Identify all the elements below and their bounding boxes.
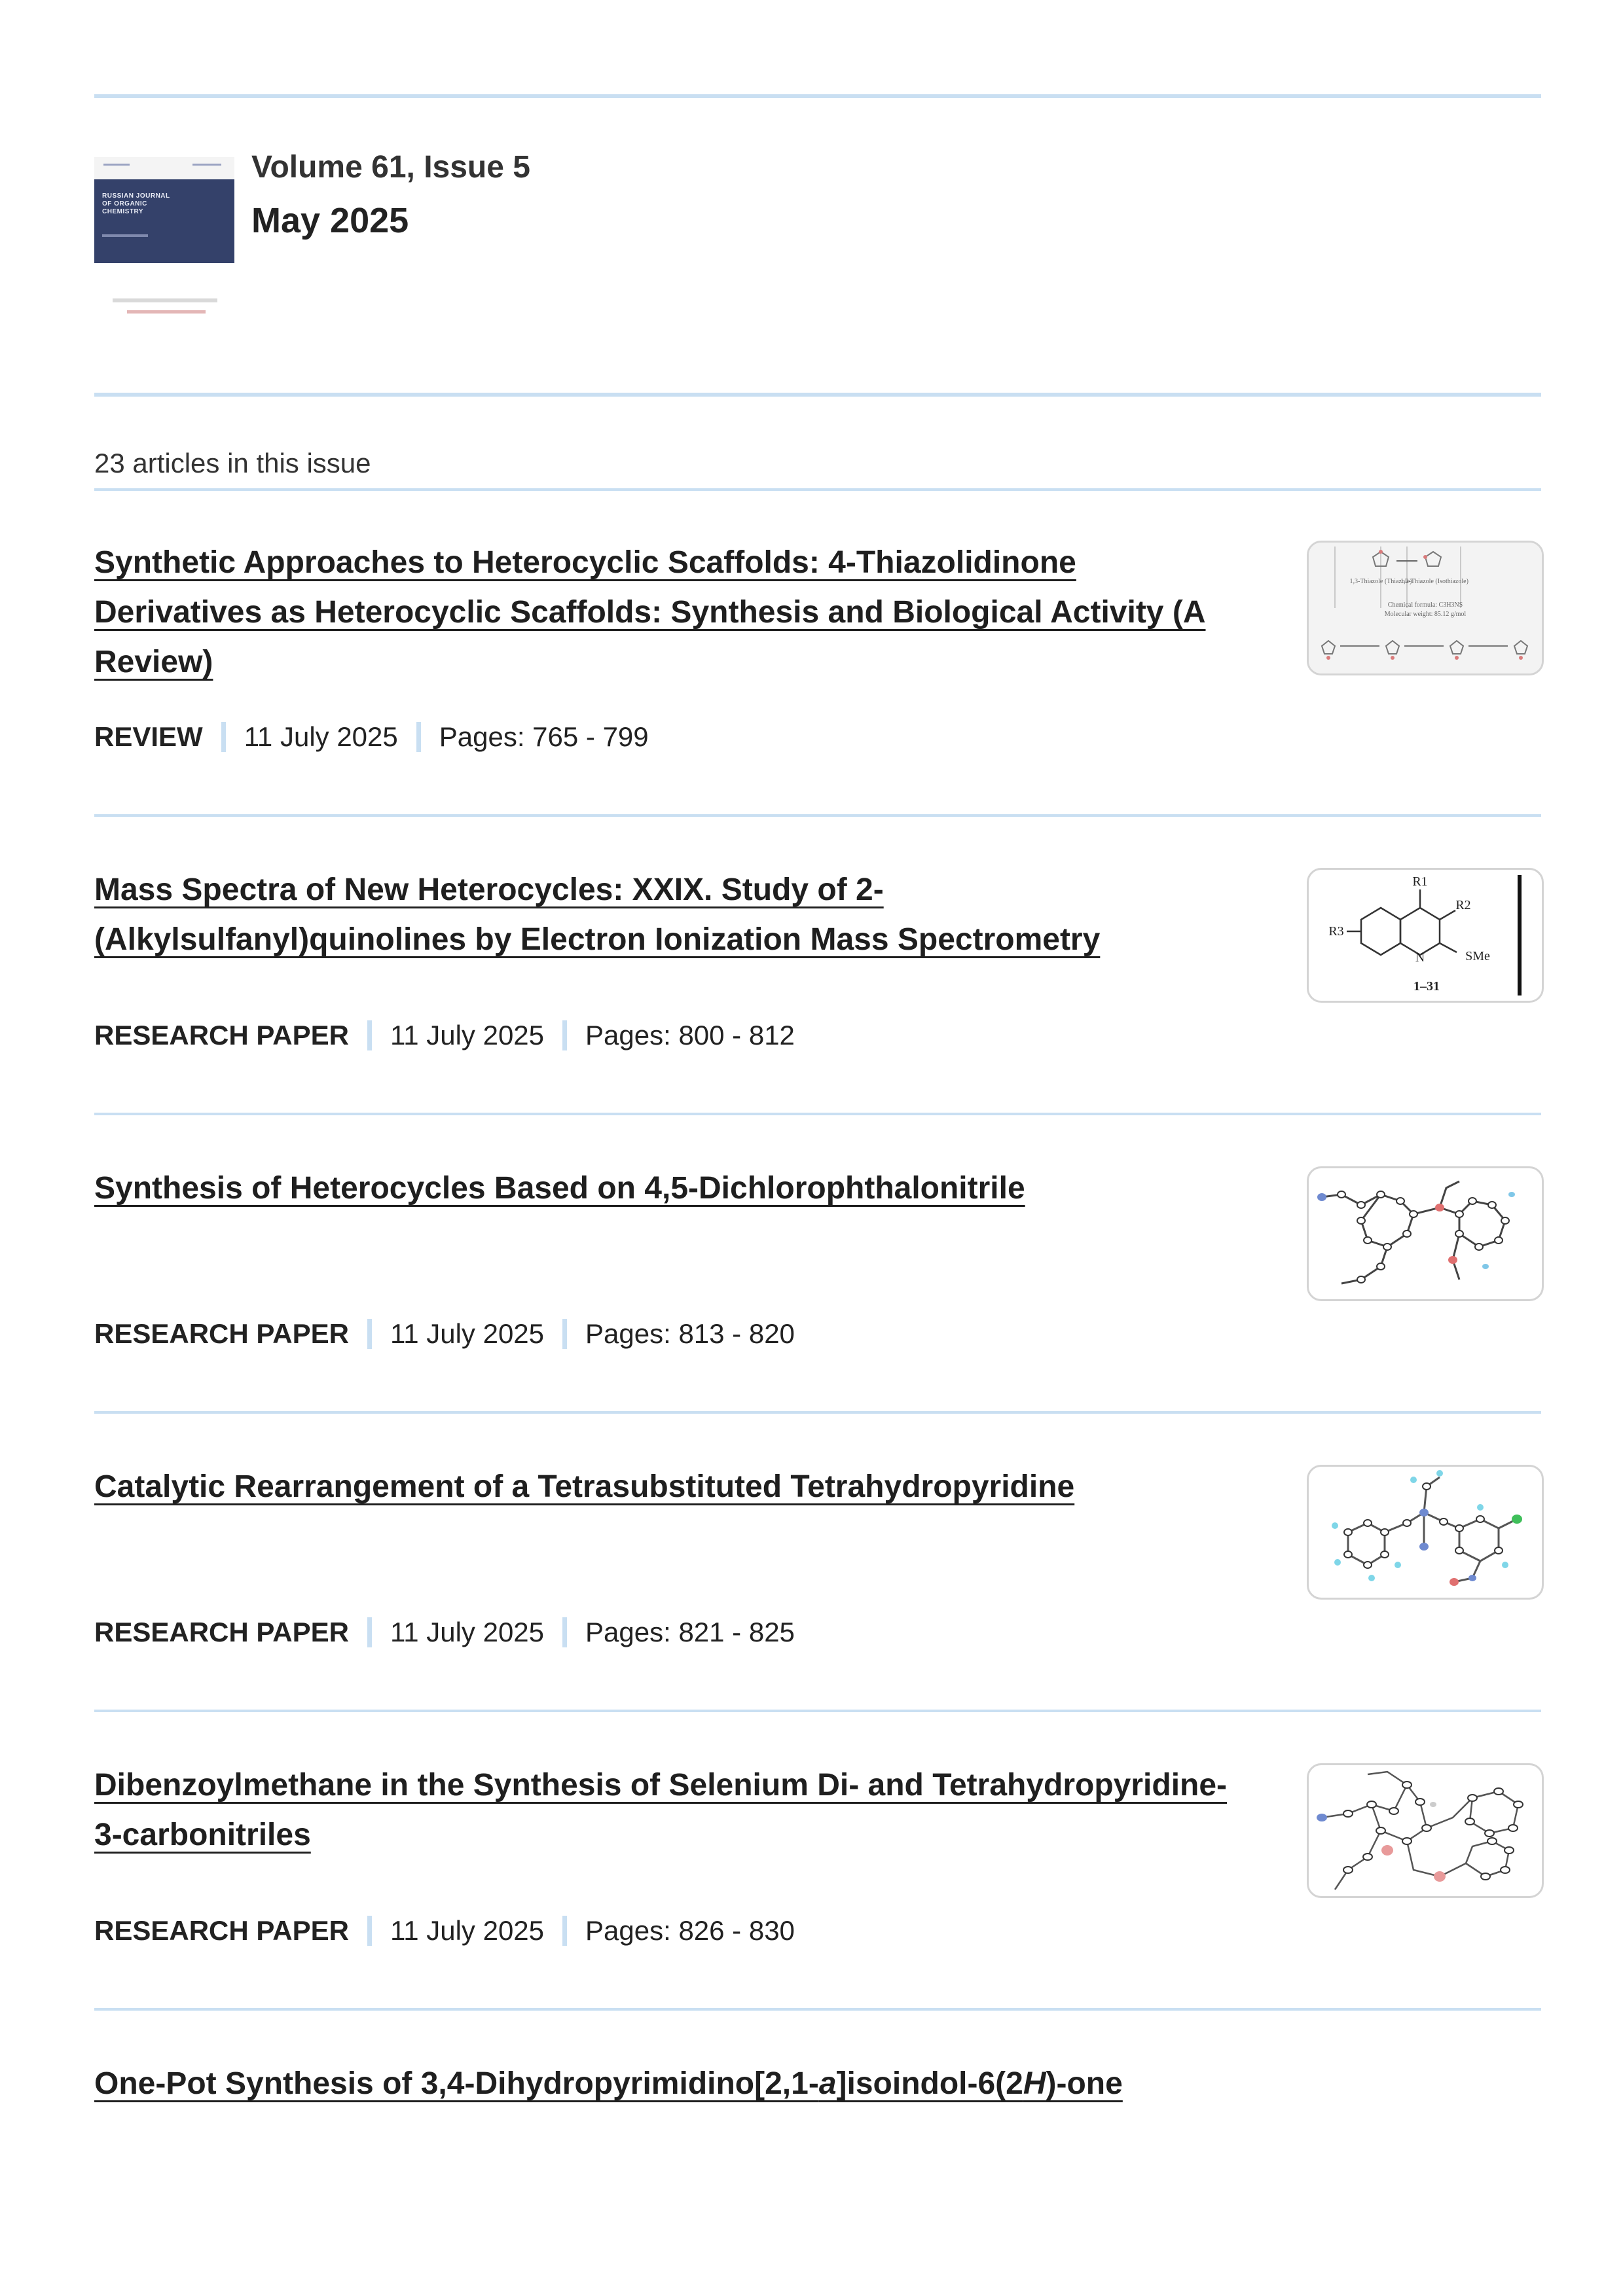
article-type: REVIEW <box>94 721 203 752</box>
meta-separator <box>367 1319 372 1349</box>
article-type: RESEARCH PAPER <box>94 1915 349 1946</box>
article-date: 11 July 2025 <box>390 1020 545 1050</box>
meta-separator <box>221 722 226 752</box>
article-title[interactable] <box>94 538 1233 687</box>
article-pages: Pages: 826 - 830 <box>585 1915 795 1946</box>
article-meta <box>94 721 649 753</box>
article-type: RESEARCH PAPER <box>94 1318 349 1349</box>
article-title-link[interactable]: Synthesis of Heterocycles Based on 4,5-Dichlorophthalonitrile <box>94 1171 1025 1206</box>
article-title[interactable] <box>94 2059 1233 2109</box>
thumb-label: Molecular weight: 85.12 g/mol <box>1384 611 1467 618</box>
article-pages: Pages: 821 - 825 <box>585 1617 795 1647</box>
meta-separator <box>562 1916 567 1946</box>
article-meta <box>94 1617 795 1648</box>
thumb-label: R3 <box>1328 924 1344 939</box>
article-title-link[interactable]: Catalytic Rearrangement of a Tetrasubstituted Tetrahydropyridine <box>94 1469 1075 1504</box>
article-thumbnail[interactable] <box>1307 1166 1544 1301</box>
header-bottom-rule <box>94 393 1541 397</box>
meta-separator <box>562 1020 567 1050</box>
divider <box>94 1113 1541 1115</box>
article-pages: Pages: 765 - 799 <box>439 721 649 752</box>
thumb-label: R1 <box>1412 874 1428 889</box>
meta-separator <box>562 1617 567 1647</box>
article-meta <box>94 1915 795 1946</box>
article-meta <box>94 1318 795 1350</box>
meta-separator <box>562 1319 567 1349</box>
article-thumbnail[interactable] <box>1307 541 1544 675</box>
article-title[interactable] <box>94 1462 1233 1512</box>
thumb-label: 1–31 <box>1413 979 1440 994</box>
meta-separator <box>367 1916 372 1946</box>
article-title-link[interactable]: Synthetic Approaches to Heterocyclic Scaffolds: 4-Thiazolidinone Derivatives as Heterocyclic Scaffolds: Synthesis and Biological Activity (A Review) <box>94 545 1206 679</box>
divider <box>94 1710 1541 1712</box>
article-title[interactable] <box>94 865 1233 965</box>
journal-cover-image[interactable] <box>94 157 234 329</box>
article-date: 11 July 2025 <box>390 1617 545 1647</box>
article-title-link[interactable]: Dibenzoylmethane in the Synthesis of Selenium Di- and Tetrahydropyridine-3-carbonitriles <box>94 1768 1228 1852</box>
header-top-rule <box>94 94 1541 98</box>
article-title-link[interactable]: Mass Spectra of New Heterocycles: XXIX. Study of 2-(Alkylsulfanyl)quinolines by Electron Ionization Mass Spectrometry <box>94 872 1101 957</box>
meta-separator <box>367 1617 372 1647</box>
article-type: RESEARCH PAPER <box>94 1617 349 1647</box>
article-title[interactable] <box>94 1164 1233 1213</box>
meta-separator <box>367 1020 372 1050</box>
article-date: 11 July 2025 <box>390 1915 545 1946</box>
article-meta <box>94 1020 795 1051</box>
thumb-label: N <box>1415 950 1425 965</box>
thumb-label: 1,2-Thiazole (Isothiazole) <box>1400 578 1468 585</box>
article-date: 11 July 2025 <box>244 721 398 752</box>
article-thumbnail[interactable] <box>1307 1465 1544 1600</box>
divider <box>94 2008 1541 2011</box>
thumb-label: R2 <box>1455 898 1471 912</box>
meta-separator <box>416 722 421 752</box>
thumb-label: Chemical formula: C3H3NS <box>1387 601 1463 609</box>
divider <box>94 814 1541 817</box>
article-date: 11 July 2025 <box>390 1318 545 1349</box>
divider <box>94 1411 1541 1414</box>
volume-issue: Volume 61, Issue 5 <box>251 150 530 185</box>
article-count: 23 articles in this issue <box>94 448 371 478</box>
article-pages: Pages: 800 - 812 <box>585 1020 795 1050</box>
article-type: RESEARCH PAPER <box>94 1020 349 1050</box>
thumb-label: 1,3-Thiazole (Thiazole) <box>1349 578 1412 585</box>
article-pages: Pages: 813 - 820 <box>585 1318 795 1349</box>
issue-date: May 2025 <box>251 201 409 240</box>
thumb-label: SMe <box>1465 949 1490 963</box>
article-title[interactable] <box>94 1761 1233 1860</box>
article-thumbnail[interactable] <box>1307 868 1544 1003</box>
divider <box>94 488 1541 491</box>
cover-title: RUSSIAN JOURNAL OF ORGANIC CHEMISTRY <box>102 192 170 215</box>
article-title-link[interactable]: One-Pot Synthesis of 3,4-Dihydropyrimidino[2,1-a]isoindol-6(2H)-one <box>94 2066 1123 2101</box>
article-thumbnail[interactable] <box>1307 1763 1544 1898</box>
